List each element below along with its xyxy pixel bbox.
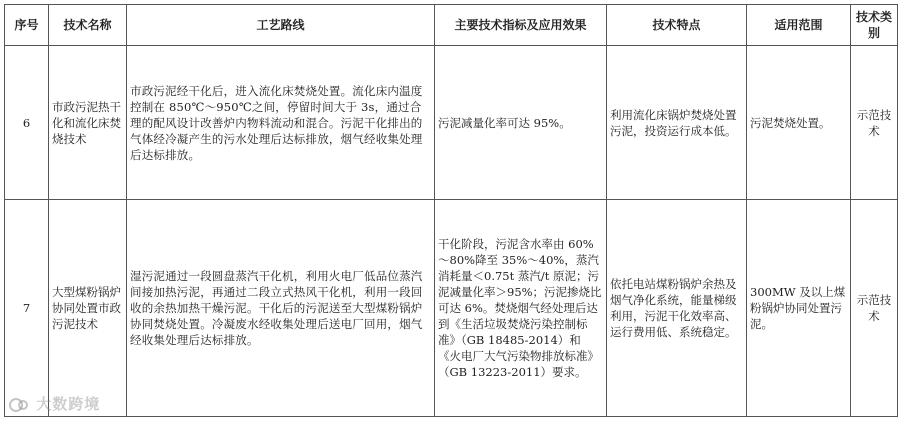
category: 示范技术 bbox=[851, 200, 898, 417]
category: 示范技术 bbox=[851, 46, 898, 200]
watermark-text: 大数跨境 bbox=[36, 395, 101, 413]
effect: 污泥减量化率可达 95%。 bbox=[435, 46, 607, 200]
watermark-logo-icon bbox=[8, 395, 30, 415]
header-effect: 主要技术指标及应用效果 bbox=[435, 5, 607, 46]
row-number: 7 bbox=[5, 200, 49, 417]
header-category: 技术类别 bbox=[851, 5, 898, 46]
header-row bbox=[5, 5, 898, 46]
table-row bbox=[5, 46, 898, 200]
header-feature: 技术特点 bbox=[607, 5, 747, 46]
header-scope: 适用范围 bbox=[747, 5, 851, 46]
scope: 300MW 及以上煤粉锅炉协同处置污泥。 bbox=[747, 200, 851, 417]
tech-name: 大型煤粉锅炉协同处置市政污泥技术 bbox=[49, 200, 127, 417]
header-name: 技术名称 bbox=[49, 5, 127, 46]
header-route: 工艺路线 bbox=[127, 5, 435, 46]
effect: 干化阶段，污泥含水率由 60%～80%降至 35%～40%，蒸汽消耗量＜0.75t 蒸汽/t 原泥；污泥减量化率＞95%；污泥掺烧比可达 6%。焚烧烟气经处理后达到《生活垃圾焚烧污染控制标准》（GB 18485-2014）和《火电厂大气污染物排放标准》（GB 13223-2011）要求。 bbox=[435, 200, 607, 417]
table-row bbox=[5, 200, 898, 417]
feature: 依托电站煤粉锅炉余热及烟气净化系统，能量梯级利用，污泥干化效率高、运行费用低、系统稳定。 bbox=[607, 200, 747, 417]
watermark bbox=[8, 393, 100, 415]
tech-name: 市政污泥热干化和流化床焚烧技术 bbox=[49, 46, 127, 200]
feature: 利用流化床锅炉焚烧处置污泥，投资运行成本低。 bbox=[607, 46, 747, 200]
process-route: 湿污泥通过一段圆盘蒸汽干化机，利用火电厂低品位蒸汽间接加热污泥，再通过二段立式热风干化机，利用一段回收的余热加热干燥污泥。干化后的污泥送至大型煤粉锅炉协同焚烧处置。冷凝废水经收集处理后送电厂回用，烟气经收集处理后达标排放。 bbox=[127, 200, 435, 417]
process-route: 市政污泥经干化后，进入流化床焚烧处置。流化床内温度控制在 850℃～950℃之间，停留时间大于 3s，通过合理的配风设计改善炉内物料流动和混合。污泥干化排出的气体经冷凝产生的污水处理后达标排放，烟气经收集处理后达标排放。 bbox=[127, 46, 435, 200]
header-no: 序号 bbox=[5, 5, 49, 46]
row-number: 6 bbox=[5, 46, 49, 200]
scope: 污泥焚烧处置。 bbox=[747, 46, 851, 200]
technology-table bbox=[4, 4, 898, 417]
